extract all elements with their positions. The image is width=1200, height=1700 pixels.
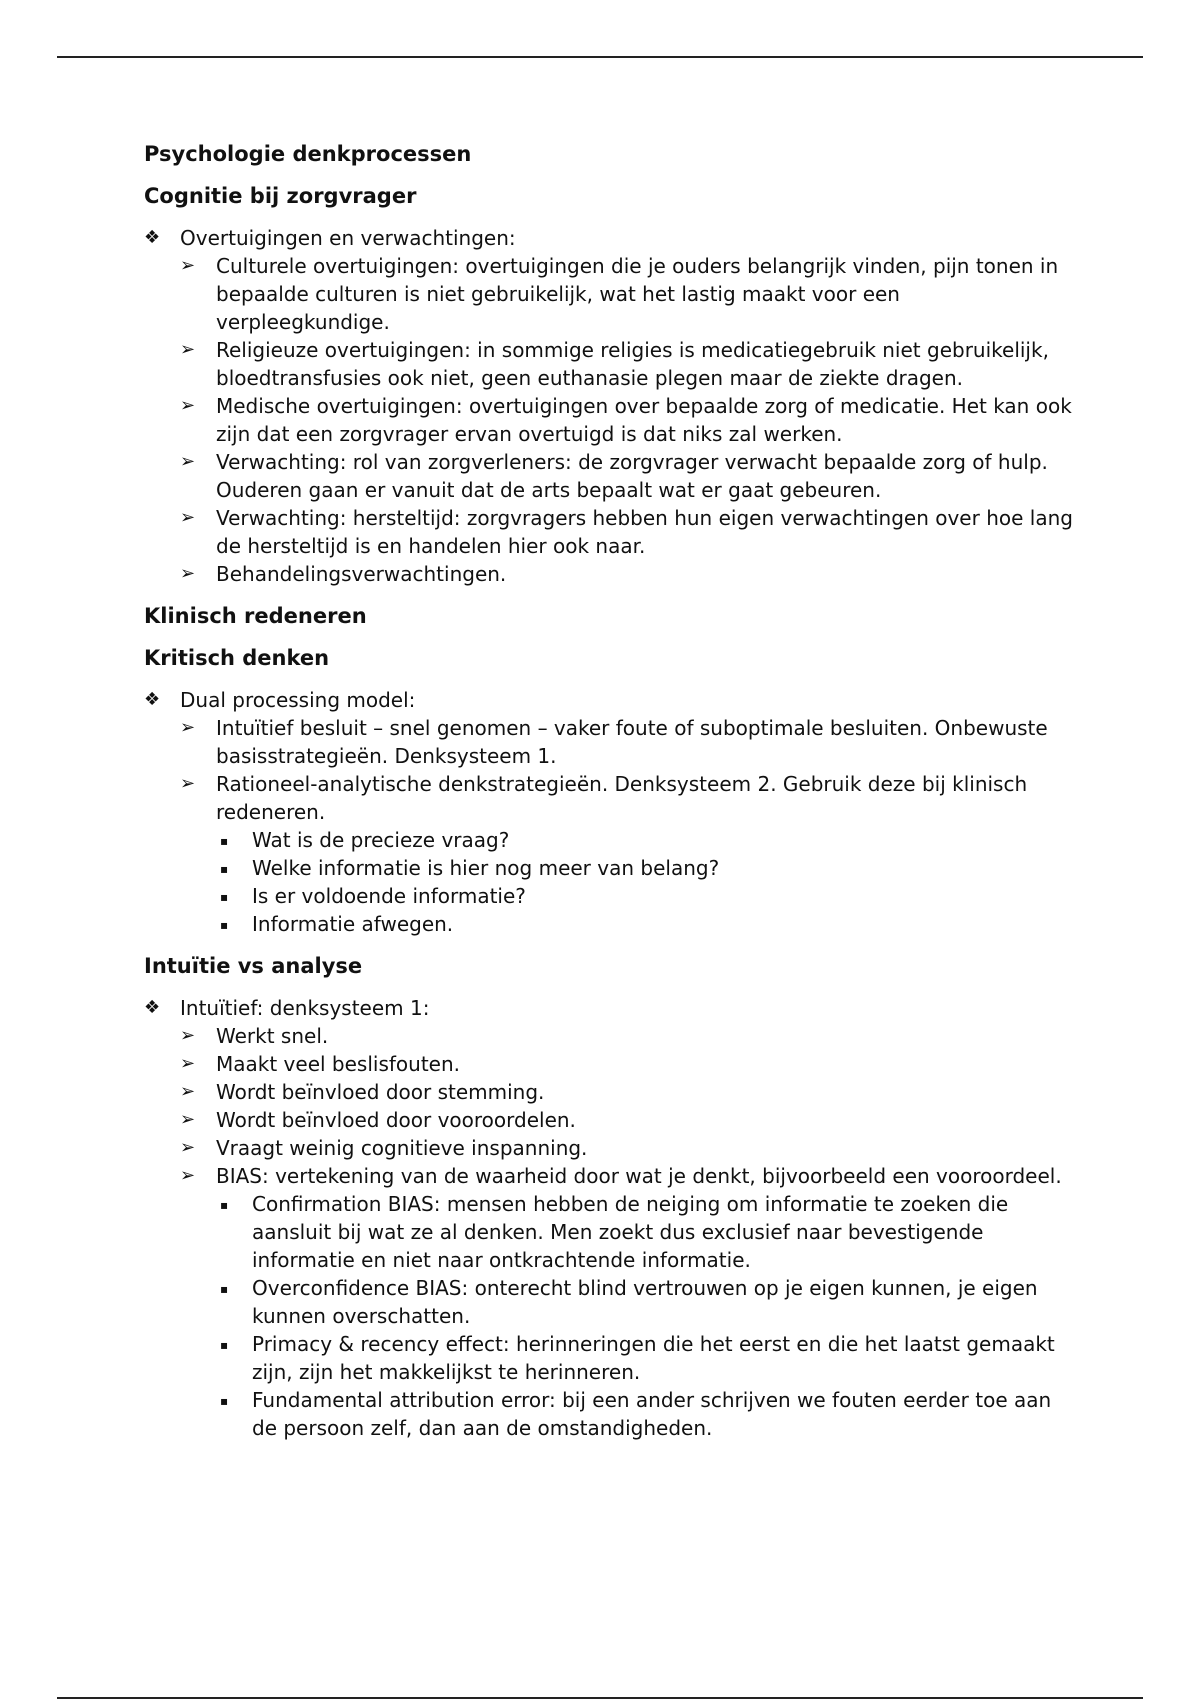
arrow-bullet-icon: ➢ (180, 255, 196, 276)
list-item-text: Behandelingsverwachtingen. (216, 562, 507, 586)
list-item-text: Dual processing model: (180, 688, 416, 712)
list-item-text: Overconfidence BIAS: onterecht blind vertrouwen op je eigen kunnen, je eigen kunnen overschatten. (252, 1276, 1038, 1328)
arrow-bullet-icon: ➢ (180, 1053, 196, 1074)
square-bullet-icon: ▪ (220, 890, 229, 904)
heading-klinisch: Klinisch redeneren (144, 604, 367, 628)
list-intuitief (144, 994, 1074, 1442)
square-bullet-icon: ▪ (220, 834, 229, 848)
list-item-text: Confirmation BIAS: mensen hebben de neiging om informatie te zoeken die aansluit bij wat ze al denken. Men zoekt dus exclusief naar bevestigende informatie en niet naar ontkrachtende informatie. (252, 1192, 1009, 1272)
square-bullet-icon: ▪ (220, 1338, 229, 1352)
list-item (216, 854, 1074, 882)
list-item-text: Religieuze overtuigingen: in sommige religies is medicatiegebruik niet gebruikelijk, bloedtransfusies ook niet, geen euthanasie plegen maar de ziekte dragen. (216, 338, 1049, 390)
list-item-text: Overtuigingen en verwachtingen: (180, 226, 516, 250)
list-item-text: Intuïtief besluit – snel genomen – vaker foute of suboptimale besluiten. Onbewuste basisstrategieën. Denksysteem 1. (216, 716, 1048, 768)
list-item (180, 1134, 1074, 1162)
list-overtuigingen (144, 224, 1074, 588)
list-dual-processing (144, 686, 1074, 938)
arrow-bullet-icon: ➢ (180, 1165, 196, 1186)
list-item (144, 224, 1074, 588)
list-item (180, 392, 1074, 448)
list-item (216, 1386, 1074, 1442)
list-item (180, 1162, 1074, 1442)
list-item (180, 504, 1074, 560)
list-item (216, 1274, 1074, 1330)
heading-cognitie: Cognitie bij zorgvrager (144, 184, 417, 208)
list-item-text: Primacy & recency effect: herinneringen die het eerst en die het laatst gemaakt zijn, zijn het makkelijkst te herinneren. (252, 1332, 1055, 1384)
list-item (144, 686, 1074, 938)
arrow-bullet-icon: ➢ (180, 1025, 196, 1046)
list-item-text: Informatie afwegen. (252, 912, 454, 936)
heading-kritisch: Kritisch denken (144, 646, 330, 670)
list-item (216, 1190, 1074, 1274)
list-item-text: Welke informatie is hier nog meer van belang? (252, 856, 720, 880)
list-item (180, 1078, 1074, 1106)
arrow-bullet-icon: ➢ (180, 773, 196, 794)
list-item (180, 1050, 1074, 1078)
list-item-text: Maakt veel beslisfouten. (216, 1052, 460, 1076)
diamond-bullet-icon: ❖ (144, 689, 161, 710)
diamond-bullet-icon: ❖ (144, 227, 161, 248)
list-item (180, 1022, 1074, 1050)
list-item (180, 714, 1074, 770)
arrow-bullet-icon: ➢ (180, 339, 196, 360)
list-item (216, 826, 1074, 854)
arrow-bullet-icon: ➢ (180, 507, 196, 528)
list-item-text: Intuïtief: denksysteem 1: (180, 996, 430, 1020)
list-item-text: Vraagt weinig cognitieve inspanning. (216, 1136, 588, 1160)
list-item-text: Verwachting: rol van zorgverleners: de zorgvrager verwacht bepaalde zorg of hulp. Ouderen gaan er vanuit dat de arts bepaalt wat er gaat gebeuren. (216, 450, 1048, 502)
list-item-text: Is er voldoende informatie? (252, 884, 526, 908)
list-item-text: Wat is de precieze vraag? (252, 828, 510, 852)
list-item-text: Culturele overtuigingen: overtuigingen die je ouders belangrijk vinden, pijn tonen in bepaalde culturen is niet gebruikelijk, wat het lastig maakt voor een verpleegkundige. (216, 254, 1059, 334)
square-bullet-icon: ▪ (220, 918, 229, 932)
list-item-text: Medische overtuigingen: overtuigingen over bepaalde zorg of medicatie. Het kan ook zijn dat een zorgvrager ervan overtuigd is dat niks zal werken. (216, 394, 1072, 446)
document-body (144, 140, 1074, 1456)
arrow-bullet-icon: ➢ (180, 451, 196, 472)
list-item-text: Rationeel-analytische denkstrategieën. Denksysteem 2. Gebruik deze bij klinisch redeneren. (216, 772, 1028, 824)
header-rule (57, 56, 1143, 58)
list-item (216, 910, 1074, 938)
document-title: Psychologie denkprocessen (144, 142, 472, 166)
list-item-text: Wordt beïnvloed door vooroordelen. (216, 1108, 576, 1132)
arrow-bullet-icon: ➢ (180, 1109, 196, 1130)
heading-intuitie: Intuïtie vs analyse (144, 954, 363, 978)
list-item-text: Werkt snel. (216, 1024, 329, 1048)
arrow-bullet-icon: ➢ (180, 563, 196, 584)
list-item (180, 448, 1074, 504)
list-item (216, 1330, 1074, 1386)
diamond-bullet-icon: ❖ (144, 997, 161, 1018)
list-item (180, 252, 1074, 336)
list-item (144, 994, 1074, 1442)
list-item (216, 882, 1074, 910)
square-bullet-icon: ▪ (220, 862, 229, 876)
list-item-text: Wordt beïnvloed door stemming. (216, 1080, 545, 1104)
square-bullet-icon: ▪ (220, 1394, 229, 1408)
list-item-text: BIAS: vertekening van de waarheid door wat je denkt, bijvoorbeeld een vooroordeel. (216, 1164, 1062, 1188)
arrow-bullet-icon: ➢ (180, 395, 196, 416)
list-item (180, 560, 1074, 588)
list-item-text: Verwachting: hersteltijd: zorgvragers hebben hun eigen verwachtingen over hoe lang de hersteltijd is en handelen hier ook naar. (216, 506, 1073, 558)
arrow-bullet-icon: ➢ (180, 1137, 196, 1158)
square-bullet-icon: ▪ (220, 1282, 229, 1296)
arrow-bullet-icon: ➢ (180, 1081, 196, 1102)
list-item (180, 770, 1074, 938)
list-item (180, 336, 1074, 392)
list-item (180, 1106, 1074, 1134)
list-item-text: Fundamental attribution error: bij een ander schrijven we fouten eerder toe aan de persoon zelf, dan aan de omstandigheden. (252, 1388, 1052, 1440)
square-bullet-icon: ▪ (220, 1198, 229, 1212)
arrow-bullet-icon: ➢ (180, 717, 196, 738)
footer-rule (57, 1697, 1143, 1699)
